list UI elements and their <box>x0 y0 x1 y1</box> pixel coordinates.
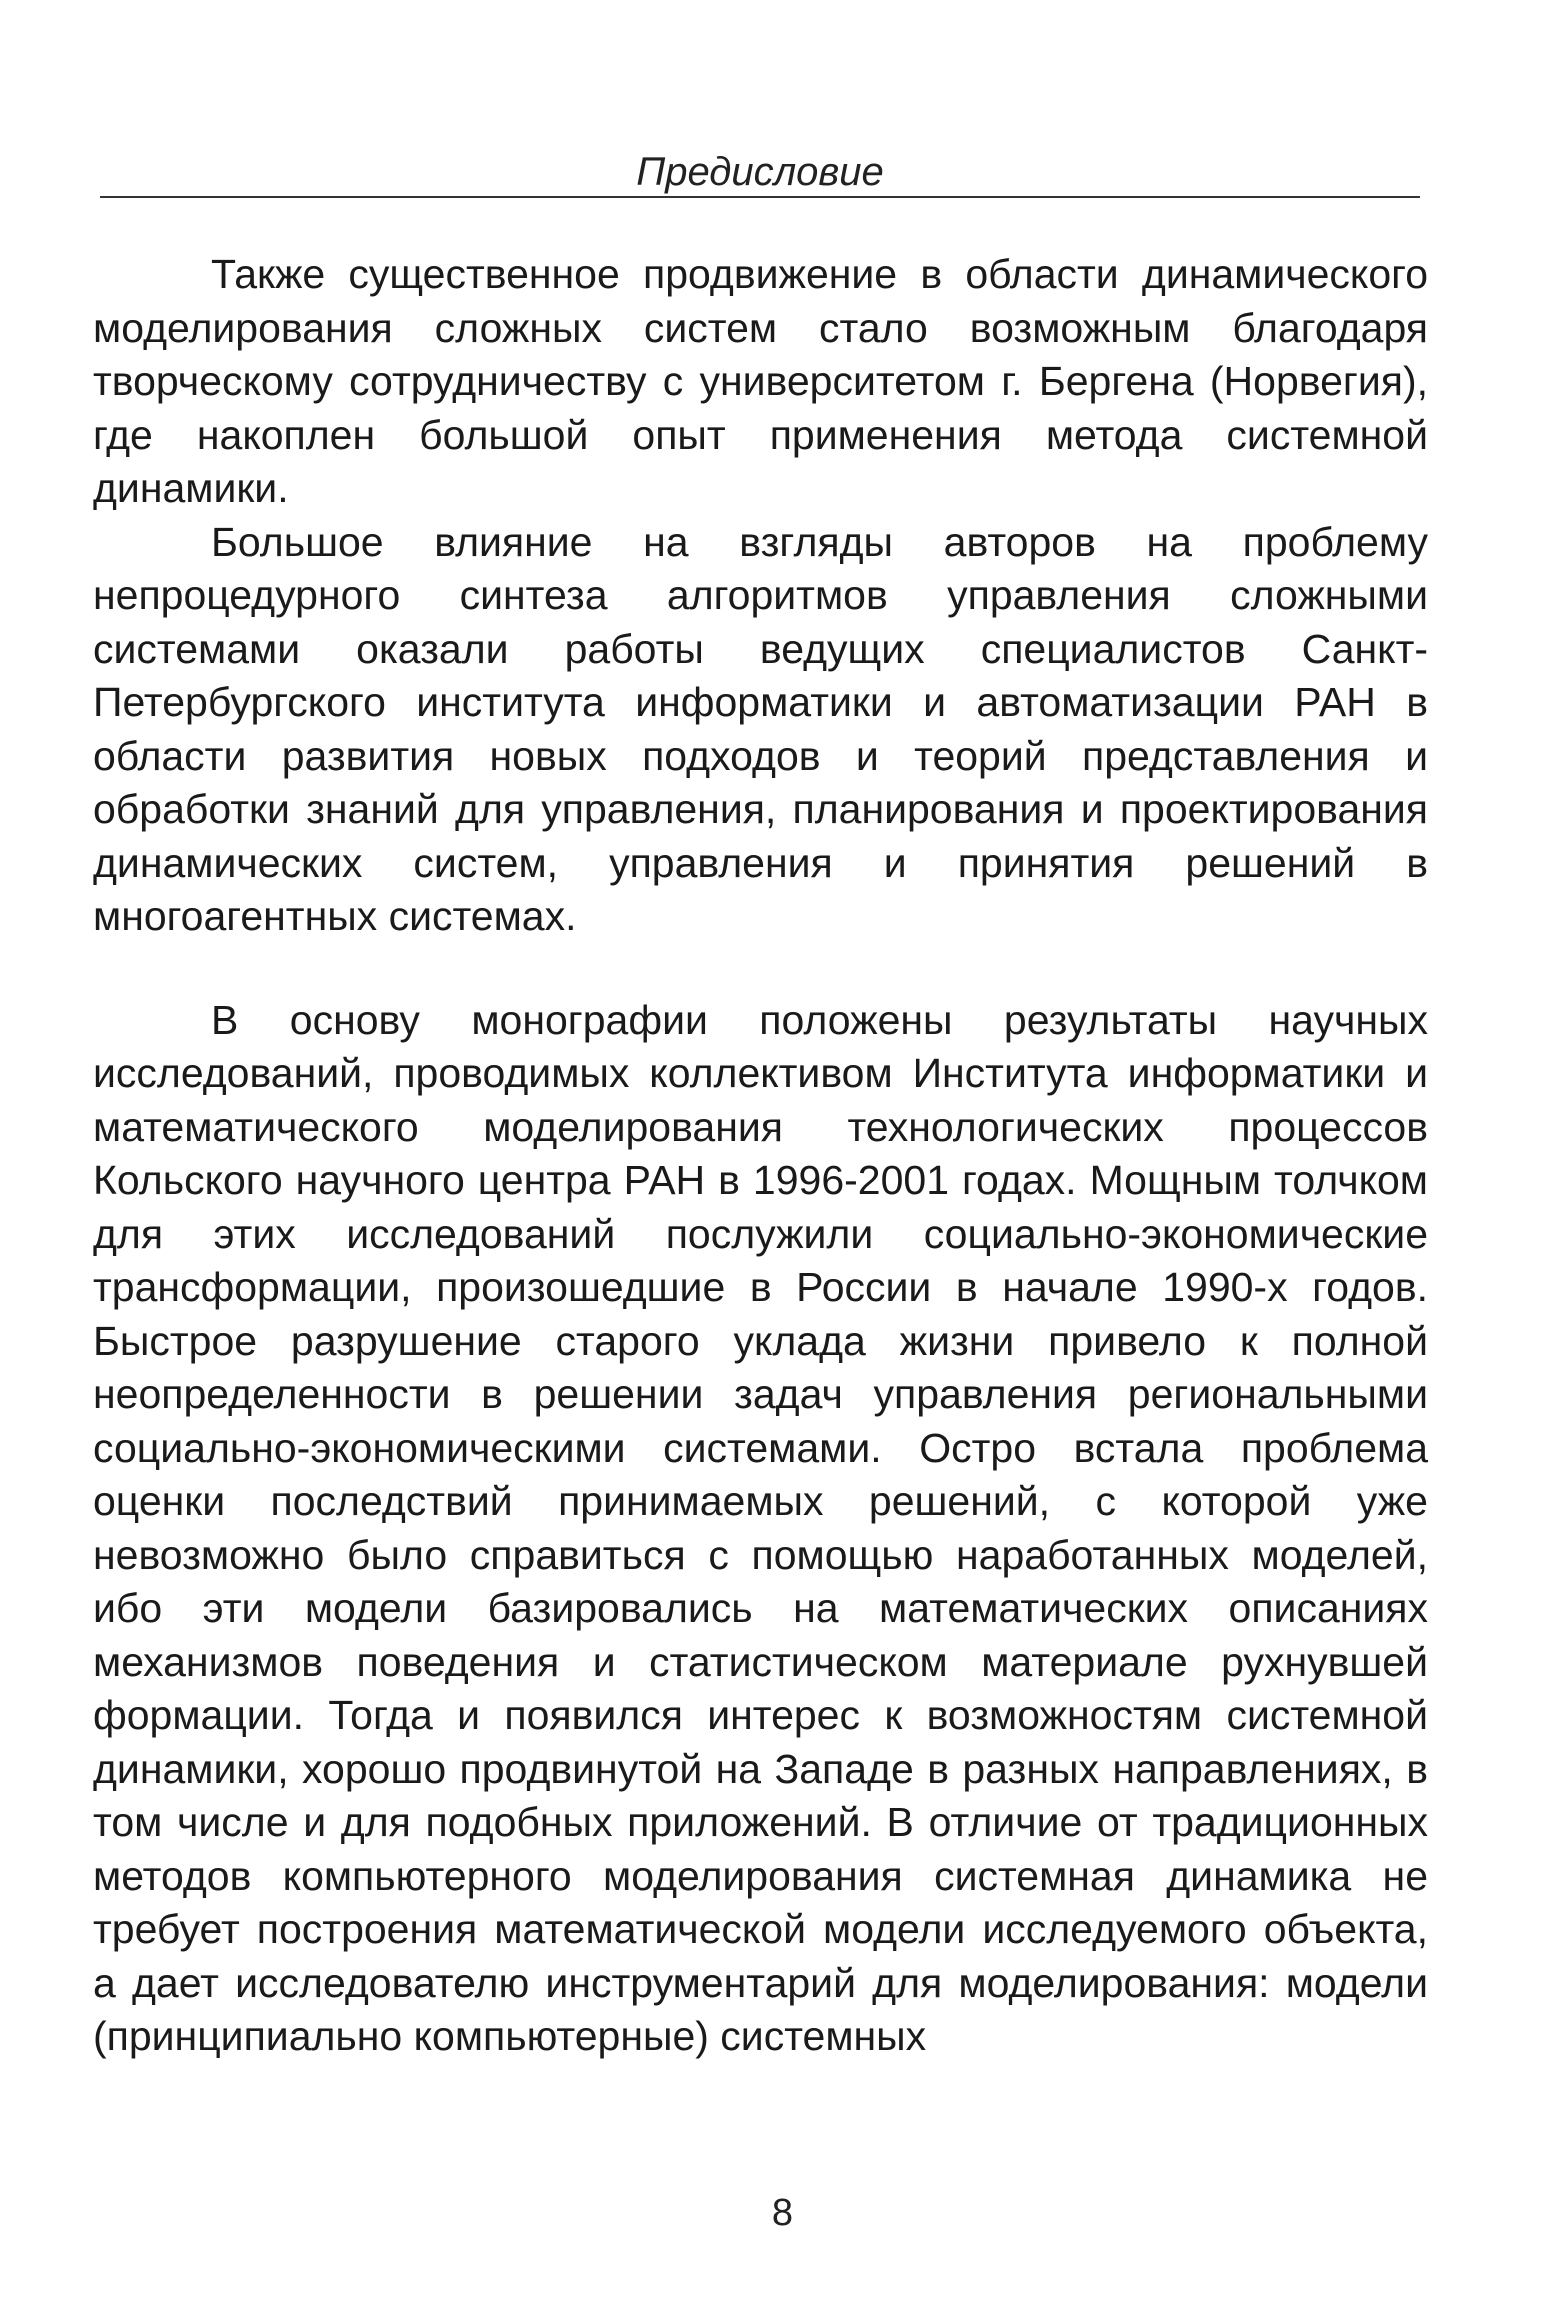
body-text <box>93 248 1428 2064</box>
paragraph-1: Также существенное продвижение в области динамического моделирования сложных систем стало возможным благодаря творческому сотрудничеству с университетом г. Бергена (Норвегия), где накоплен большой опыт применения метода системной динамики. <box>93 251 1428 511</box>
paragraph-2: Большое влияние на взгляды авторов на проблему непроцедурного синтеза алгоритмов управления сложными системами оказали работы ведущих специалистов Санкт-Петербургского института информатики и автоматизации РАН в области развития новых подходов и теорий представления и обработки знаний для управления, планирования и проектирования динамических систем, управления и принятия решений в многоагентных системах. <box>93 518 1428 939</box>
paragraph-3: В основу монографии положены результаты научных исследований, проводимых коллективом Института информатики и математического моделирования технологических процессов Кольского научного центра РАН в 1996-2001 годах. Мощным толчком для этих исследований послужили социально-экономические трансформации, произошедшие в России в начале 1990-х годов. Быстрое разрушение старого уклада жизни привело к полной неопределенности в решении задач управления региональными социально-экономическими системами. Остро встала проблема оценки последствий принимаемых решений, с которой уже невозможно было справиться с помощью наработанных моделей, ибо эти модели базировались на математических описаниях механизмов поведения и статистическом материале рухнувшей формации. Тогда и появился интерес к возможностям системной динамики, хорошо продвинутой на Западе в разных направлениях, в том числе и для подобных приложений. В отличие от традиционных методов компьютерного моделирования системная динамика не требует построения математической модели исследуемого объекта, а дает исследователю инструментарий для моделирования: модели (принципиально компьютерные) системных <box>93 996 1428 2059</box>
running-header <box>100 148 1420 200</box>
header-rule <box>100 196 1420 198</box>
page-number: 8 <box>771 2192 794 2234</box>
page-title: Предисловие <box>636 150 884 194</box>
